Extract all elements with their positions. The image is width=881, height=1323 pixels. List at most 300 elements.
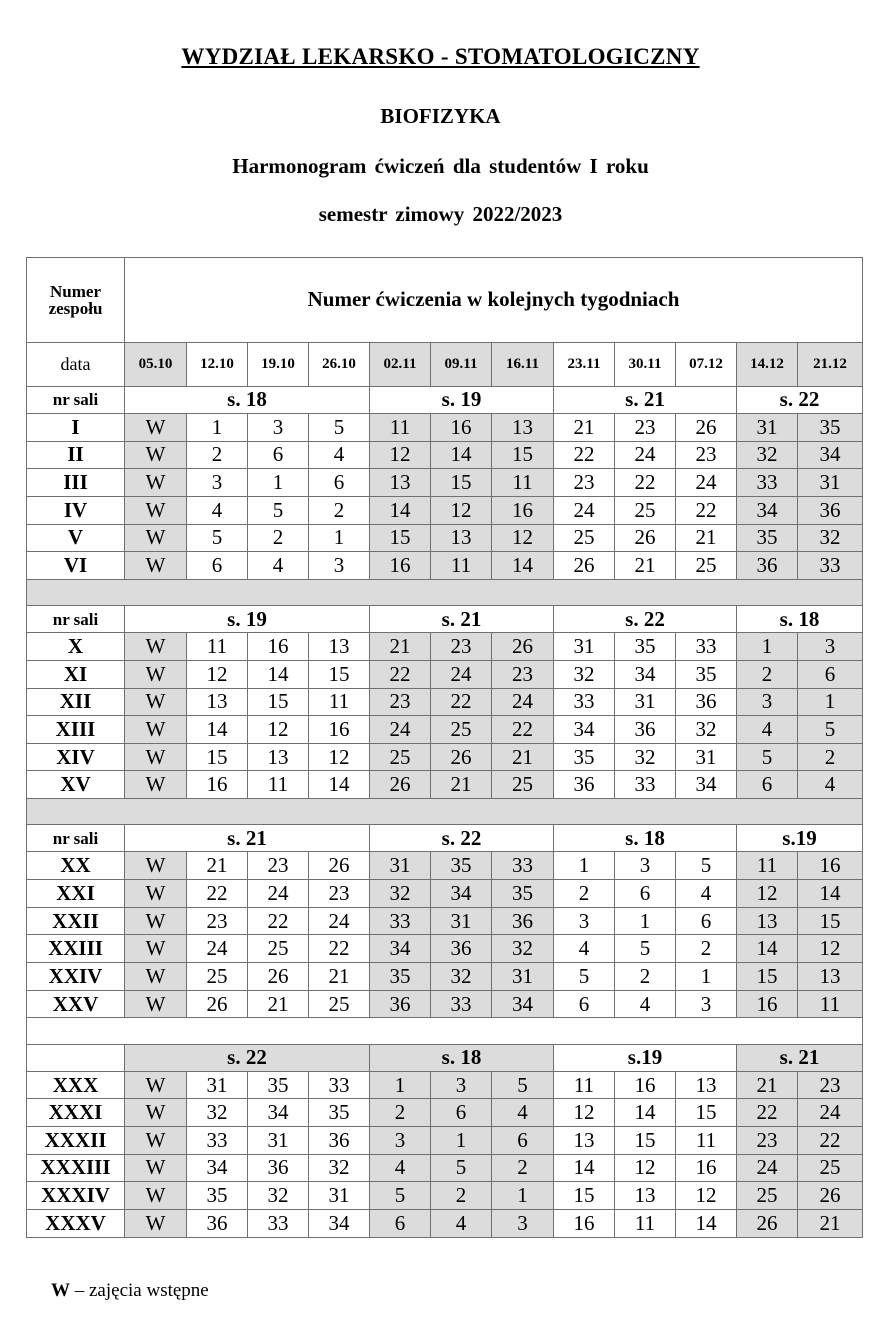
exercise-cell: 2 (492, 1154, 554, 1182)
exercise-cell: 6 (676, 907, 737, 935)
exercise-cell: 25 (187, 963, 248, 991)
exercise-cell: W (125, 524, 187, 552)
exercise-cell: 3 (187, 469, 248, 497)
exercise-cell: 21 (309, 963, 370, 991)
exercise-cell: 16 (248, 633, 309, 661)
exercise-cell: 6 (492, 1127, 554, 1155)
exercise-cell: 24 (615, 441, 676, 469)
exercise-cell: 3 (492, 1209, 554, 1237)
exercise-cell: 6 (615, 880, 676, 908)
exercise-cell: 11 (187, 633, 248, 661)
team-row (27, 496, 863, 524)
team-row (27, 413, 863, 441)
exercise-cell: 16 (554, 1209, 615, 1237)
exercise-cell: 2 (309, 496, 370, 524)
exercise-cell: 32 (431, 963, 492, 991)
exercise-cell: 15 (676, 1099, 737, 1127)
exercise-cell: W (125, 1209, 187, 1237)
schedule-table (26, 257, 863, 1238)
room-cell: s. 22 (554, 606, 737, 633)
exercise-cell: 13 (798, 963, 863, 991)
date-cell: 05.10 (125, 342, 187, 386)
exercise-cell: 25 (554, 524, 615, 552)
exercise-cell: W (125, 469, 187, 497)
exercise-cell: 23 (492, 660, 554, 688)
exercise-cell: 24 (676, 469, 737, 497)
exercise-cell: 15 (554, 1182, 615, 1210)
date-row (27, 342, 863, 386)
exercise-cell: 35 (187, 1182, 248, 1210)
exercise-cell: 22 (615, 469, 676, 497)
exercise-cell: 23 (370, 688, 431, 716)
exercise-cell: 36 (737, 552, 798, 580)
team-number-header: Numer zespołu (27, 258, 125, 343)
team-number: XXXV (27, 1209, 125, 1237)
exercise-cell: 3 (798, 633, 863, 661)
exercise-cell: 13 (615, 1182, 676, 1210)
table-header-row (27, 258, 863, 343)
exercise-cell: 26 (431, 743, 492, 771)
exercise-cell: 22 (798, 1127, 863, 1155)
exercise-cell: 25 (615, 496, 676, 524)
exercise-cell: 23 (309, 880, 370, 908)
room-label: nr sali (27, 825, 125, 852)
exercise-cell: 15 (492, 441, 554, 469)
date-cell: 26.10 (309, 342, 370, 386)
exercise-cell: 1 (187, 413, 248, 441)
date-cell: 30.11 (615, 342, 676, 386)
exercise-cell: 32 (248, 1182, 309, 1210)
exercise-cell: 35 (615, 633, 676, 661)
exercise-cell: W (125, 1127, 187, 1155)
exercise-cell: 5 (676, 852, 737, 880)
exercise-cell: 5 (737, 743, 798, 771)
exercise-cell: 22 (554, 441, 615, 469)
exercise-cell: 1 (676, 963, 737, 991)
exercise-cell: 36 (248, 1154, 309, 1182)
exercise-cell: 21 (798, 1209, 863, 1237)
exercise-cell: 23 (187, 907, 248, 935)
team-row (27, 935, 863, 963)
room-label: nr sali (27, 606, 125, 633)
exercise-cell: 34 (676, 771, 737, 799)
exercise-cell: 16 (737, 990, 798, 1018)
team-number: XXXI (27, 1099, 125, 1127)
exercise-cell: 22 (248, 907, 309, 935)
exercise-cell: 11 (370, 413, 431, 441)
subject-title: BIOFIZYKA (380, 104, 501, 128)
exercise-cell: 6 (248, 441, 309, 469)
exercise-cell: 26 (309, 852, 370, 880)
room-cell: s. 18 (370, 1044, 554, 1071)
room-cell: s. 21 (554, 386, 737, 413)
exercise-cell: 36 (798, 496, 863, 524)
schedule-subtitle: Harmonogram ćwiczeń dla studentów I roku (232, 154, 649, 178)
exercise-cell: 2 (248, 524, 309, 552)
team-row (27, 1154, 863, 1182)
exercise-cell: 34 (492, 990, 554, 1018)
exercise-cell: 4 (737, 716, 798, 744)
block-separator (27, 799, 863, 825)
exercise-cell: 31 (187, 1071, 248, 1099)
room-cell: s. 18 (737, 606, 863, 633)
exercise-cell: 2 (370, 1099, 431, 1127)
exercise-cell: 31 (431, 907, 492, 935)
exercise-cell: 23 (615, 413, 676, 441)
exercise-cell: 4 (554, 935, 615, 963)
exercise-cell: 16 (187, 771, 248, 799)
exercise-cell: 31 (798, 469, 863, 497)
team-row (27, 552, 863, 580)
exercise-cell: 31 (370, 852, 431, 880)
exercise-cell: 21 (187, 852, 248, 880)
exercise-cell: 1 (615, 907, 676, 935)
exercise-cell: W (125, 1099, 187, 1127)
exercise-cell: 26 (492, 633, 554, 661)
exercise-cell: W (125, 413, 187, 441)
exercise-cell: 12 (248, 716, 309, 744)
exercise-cell: 21 (615, 552, 676, 580)
exercise-cell: 14 (370, 496, 431, 524)
exercise-cell: 11 (492, 469, 554, 497)
exercise-cell: 5 (798, 716, 863, 744)
exercise-cell: 3 (248, 413, 309, 441)
team-number: XXXIII (27, 1154, 125, 1182)
exercise-cell: W (125, 441, 187, 469)
exercise-cell: 22 (370, 660, 431, 688)
exercise-cell: W (125, 771, 187, 799)
team-row (27, 963, 863, 991)
exercise-cell: 16 (309, 716, 370, 744)
exercise-cell: W (125, 1071, 187, 1099)
exercise-cell: 3 (370, 1127, 431, 1155)
exercise-cell: 36 (676, 688, 737, 716)
exercise-cell: 33 (798, 552, 863, 580)
room-cell: s. 22 (737, 386, 863, 413)
exercise-cell: 22 (676, 496, 737, 524)
exercise-cell: 35 (798, 413, 863, 441)
exercise-cell: 16 (492, 496, 554, 524)
faculty-title: WYDZIAŁ LEKARSKO - STOMATOLOGICZNY (181, 44, 700, 69)
room-cell: s. 22 (125, 1044, 370, 1071)
exercise-cell: 4 (492, 1099, 554, 1127)
legend-text: – zajęcia wstępne (70, 1280, 209, 1301)
exercise-cell: 14 (431, 441, 492, 469)
exercise-cell: 34 (615, 660, 676, 688)
exercise-cell: 26 (370, 771, 431, 799)
exercise-cell: 26 (798, 1182, 863, 1210)
date-cell: 19.10 (248, 342, 309, 386)
exercise-cell: 4 (798, 771, 863, 799)
exercise-cell: 14 (615, 1099, 676, 1127)
exercise-cell: 34 (798, 441, 863, 469)
exercise-cell: W (125, 990, 187, 1018)
room-row (27, 825, 863, 852)
exercise-cell: 15 (248, 688, 309, 716)
exercise-cell: 5 (187, 524, 248, 552)
exercise-cell: 3 (676, 990, 737, 1018)
team-row (27, 633, 863, 661)
exercise-cell: 25 (370, 743, 431, 771)
room-row (27, 606, 863, 633)
exercise-cell: 32 (187, 1099, 248, 1127)
exercise-cell: 3 (737, 688, 798, 716)
exercise-cell: 33 (370, 907, 431, 935)
exercise-cell: W (125, 496, 187, 524)
team-number: X (27, 633, 125, 661)
exercise-cell: 35 (309, 1099, 370, 1127)
exercise-cell: 34 (737, 496, 798, 524)
exercise-cell: 4 (248, 552, 309, 580)
exercise-cell: 13 (737, 907, 798, 935)
exercise-cell: 2 (798, 743, 863, 771)
team-number: XXIV (27, 963, 125, 991)
room-cell: s. 18 (125, 386, 370, 413)
exercise-cell: 15 (615, 1127, 676, 1155)
exercise-cell: 5 (492, 1071, 554, 1099)
exercise-cell: 23 (554, 469, 615, 497)
team-row (27, 1182, 863, 1210)
exercise-cell: 11 (309, 688, 370, 716)
team-row (27, 907, 863, 935)
room-cell: s. 21 (737, 1044, 863, 1071)
exercise-cell: 3 (615, 852, 676, 880)
exercise-cell: 6 (370, 1209, 431, 1237)
exercise-cell: W (125, 552, 187, 580)
exercise-cell: 36 (492, 907, 554, 935)
team-number: XII (27, 688, 125, 716)
exercise-cell: 2 (554, 880, 615, 908)
legend-key: W (51, 1280, 70, 1301)
exercise-cell: 1 (309, 524, 370, 552)
exercise-cell: 13 (431, 524, 492, 552)
team-number: IV (27, 496, 125, 524)
team-number: V (27, 524, 125, 552)
exercise-cell: 24 (431, 660, 492, 688)
exercise-cell: 26 (554, 552, 615, 580)
team-number: VI (27, 552, 125, 580)
team-number: XI (27, 660, 125, 688)
exercise-cell: 32 (309, 1154, 370, 1182)
exercise-cell: 2 (737, 660, 798, 688)
exercise-cell: 31 (676, 743, 737, 771)
exercise-cell: 34 (554, 716, 615, 744)
team-row (27, 880, 863, 908)
exercise-cell: 6 (798, 660, 863, 688)
exercise-cell: 33 (492, 852, 554, 880)
exercise-cell: 31 (737, 413, 798, 441)
exercise-cell: 5 (615, 935, 676, 963)
exercise-cell: 12 (370, 441, 431, 469)
exercise-cell: W (125, 688, 187, 716)
separator-cell (27, 1018, 863, 1044)
room-cell: s. 22 (370, 825, 554, 852)
semester-title: semestr zimowy 2022/2023 (318, 202, 563, 226)
exercise-cell: 31 (248, 1127, 309, 1155)
exercise-cell: 35 (676, 660, 737, 688)
exercise-cell: 24 (737, 1154, 798, 1182)
exercise-cell: 5 (309, 413, 370, 441)
exercise-cell: 11 (431, 552, 492, 580)
exercise-cell: 13 (554, 1127, 615, 1155)
exercise-cell: 4 (431, 1209, 492, 1237)
exercise-cell: 11 (554, 1071, 615, 1099)
exercise-cell: 1 (798, 688, 863, 716)
team-row (27, 688, 863, 716)
team-row (27, 524, 863, 552)
team-row (27, 660, 863, 688)
exercise-cell: 4 (187, 496, 248, 524)
date-cell: 16.11 (492, 342, 554, 386)
exercise-cell: 22 (309, 935, 370, 963)
exercise-cell: 16 (615, 1071, 676, 1099)
room-cell: s. 19 (125, 606, 370, 633)
exercise-cell: 15 (737, 963, 798, 991)
exercise-cell: 1 (370, 1071, 431, 1099)
team-row (27, 990, 863, 1018)
exercise-cell: 3 (554, 907, 615, 935)
exercise-cell: 23 (737, 1127, 798, 1155)
exercise-cell: 33 (737, 469, 798, 497)
exercise-cell: 21 (737, 1071, 798, 1099)
exercise-cell: 12 (492, 524, 554, 552)
exercise-cell: 5 (554, 963, 615, 991)
room-row (27, 386, 863, 413)
team-number: III (27, 469, 125, 497)
exercise-cell: 4 (615, 990, 676, 1018)
exercise-cell: 32 (615, 743, 676, 771)
exercise-cell: 14 (492, 552, 554, 580)
team-row (27, 1127, 863, 1155)
exercise-cell: 33 (615, 771, 676, 799)
exercise-cell: 1 (737, 633, 798, 661)
exercise-cell: 14 (187, 716, 248, 744)
exercise-cell: 21 (431, 771, 492, 799)
exercise-cell: 6 (187, 552, 248, 580)
team-row (27, 1209, 863, 1237)
exercise-cell: 13 (676, 1071, 737, 1099)
exercise-cell: 12 (431, 496, 492, 524)
team-number: XXII (27, 907, 125, 935)
exercise-cell: 1 (554, 852, 615, 880)
block-separator (27, 1018, 863, 1044)
team-number: XV (27, 771, 125, 799)
exercise-cell: W (125, 963, 187, 991)
exercise-cell: 25 (309, 990, 370, 1018)
exercise-cell: 23 (431, 633, 492, 661)
exercise-cell: 12 (798, 935, 863, 963)
exercise-cell: 35 (370, 963, 431, 991)
exercise-cell: 21 (492, 743, 554, 771)
exercise-cell: 1 (248, 469, 309, 497)
exercise-cell: 12 (737, 880, 798, 908)
exercise-cell: 13 (187, 688, 248, 716)
room-cell: s.19 (737, 825, 863, 852)
exercise-cell: 13 (248, 743, 309, 771)
exercise-cell: 34 (370, 935, 431, 963)
exercise-cell: 3 (309, 552, 370, 580)
legend (51, 1280, 209, 1302)
exercise-cell: 22 (187, 880, 248, 908)
exercise-cell: 32 (737, 441, 798, 469)
exercise-cell: 12 (615, 1154, 676, 1182)
team-number: XXI (27, 880, 125, 908)
exercise-cell: 22 (737, 1099, 798, 1127)
exercise-cell: 33 (187, 1127, 248, 1155)
exercise-cell: 35 (737, 524, 798, 552)
exercise-cell: 14 (737, 935, 798, 963)
exercise-cell: W (125, 633, 187, 661)
exercise-cell: 24 (248, 880, 309, 908)
exercise-cell: 21 (554, 413, 615, 441)
exercise-cell: 24 (309, 907, 370, 935)
exercise-cell: 2 (431, 1182, 492, 1210)
team-row (27, 716, 863, 744)
exercise-cell: 32 (370, 880, 431, 908)
exercise-cell: 33 (248, 1209, 309, 1237)
exercise-cell: 31 (554, 633, 615, 661)
exercise-cell: 6 (431, 1099, 492, 1127)
exercise-cell: W (125, 880, 187, 908)
team-number: XXX (27, 1071, 125, 1099)
team-number: XIII (27, 716, 125, 744)
exercise-cell: 13 (492, 413, 554, 441)
exercise-cell: W (125, 660, 187, 688)
exercise-cell: 33 (676, 633, 737, 661)
exercise-cell: 34 (309, 1209, 370, 1237)
exercise-cell: 1 (492, 1182, 554, 1210)
exercise-cell: 24 (187, 935, 248, 963)
exercise-cell: 24 (370, 716, 431, 744)
team-row (27, 743, 863, 771)
exercise-cell: W (125, 907, 187, 935)
exercise-cell: 2 (187, 441, 248, 469)
team-number: XIV (27, 743, 125, 771)
team-number: XXIII (27, 935, 125, 963)
exercise-cell: 11 (798, 990, 863, 1018)
exercise-cell: 26 (676, 413, 737, 441)
exercise-cell: 34 (248, 1099, 309, 1127)
room-cell: s. 21 (125, 825, 370, 852)
exercise-cell: 15 (187, 743, 248, 771)
exercise-cell: W (125, 935, 187, 963)
team-row (27, 469, 863, 497)
exercise-cell: 14 (676, 1209, 737, 1237)
exercise-cell: 35 (492, 880, 554, 908)
exercise-cell: 6 (737, 771, 798, 799)
exercise-cell: 22 (492, 716, 554, 744)
room-cell: s. 21 (370, 606, 554, 633)
date-label: data (27, 342, 125, 386)
exercise-cell: 25 (431, 716, 492, 744)
team-number: XX (27, 852, 125, 880)
exercise-cell: 14 (798, 880, 863, 908)
exercise-cell: 21 (676, 524, 737, 552)
exercise-cell: 12 (187, 660, 248, 688)
exercise-cell: 33 (431, 990, 492, 1018)
exercise-cell: 4 (309, 441, 370, 469)
exercise-cell: 36 (431, 935, 492, 963)
team-row (27, 852, 863, 880)
exercise-cell: 35 (248, 1071, 309, 1099)
exercise-cell: 25 (798, 1154, 863, 1182)
exercise-cell: 32 (798, 524, 863, 552)
exercise-cell: 5 (370, 1182, 431, 1210)
team-row (27, 771, 863, 799)
team-number: XXXIV (27, 1182, 125, 1210)
exercise-cell: 16 (798, 852, 863, 880)
exercise-cell: 11 (615, 1209, 676, 1237)
